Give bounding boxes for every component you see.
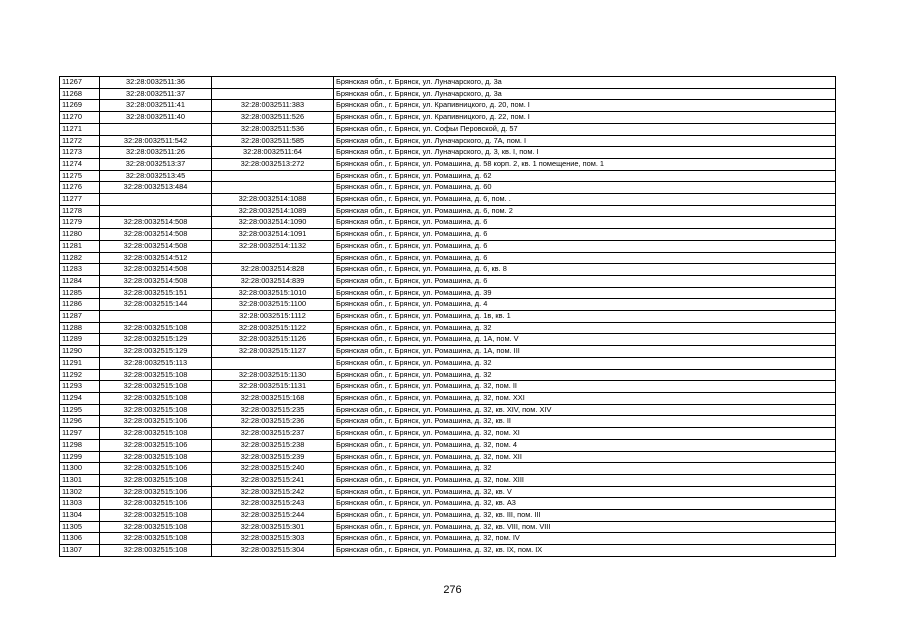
address-cell: Брянская обл., г. Брянск, ул. Ромашина, д. 58 корп. 2, кв. 1 помещение, пом. 1 [334, 158, 836, 170]
land-cadastral-number-cell: 32:28:0032515:129 [100, 334, 212, 346]
object-cadastral-number-cell: 32:28:0032515:168 [212, 392, 334, 404]
table-row [60, 182, 836, 194]
land-cadastral-number-cell: 32:28:0032511:40 [100, 112, 212, 124]
table-row [60, 275, 836, 287]
land-cadastral-number-cell: 32:28:0032515:108 [100, 545, 212, 557]
object-cadastral-number-cell: 32:28:0032515:301 [212, 521, 334, 533]
row-number-cell: 11275 [60, 170, 100, 182]
table-row [60, 428, 836, 440]
address-cell: Брянская обл., г. Брянск, ул. Ромашина, д. 6 [334, 252, 836, 264]
table-row [60, 357, 836, 369]
address-cell: Брянская обл., г. Брянск, ул. Луначарского, д. 3а [334, 77, 836, 89]
object-cadastral-number-cell: 32:28:0032514:839 [212, 275, 334, 287]
table-row [60, 311, 836, 323]
land-cadastral-number-cell: 32:28:0032513:37 [100, 158, 212, 170]
land-cadastral-number-cell: 32:28:0032515:106 [100, 486, 212, 498]
land-cadastral-number-cell: 32:28:0032515:113 [100, 357, 212, 369]
table-row [60, 463, 836, 475]
table-row [60, 474, 836, 486]
object-cadastral-number-cell: 32:28:0032515:1127 [212, 346, 334, 358]
land-cadastral-number-cell: 32:28:0032515:108 [100, 474, 212, 486]
land-cadastral-number-cell: 32:28:0032513:484 [100, 182, 212, 194]
row-number-cell: 11285 [60, 287, 100, 299]
land-cadastral-number-cell: 32:28:0032514:508 [100, 264, 212, 276]
land-cadastral-number-cell [100, 194, 212, 206]
land-cadastral-number-cell: 32:28:0032515:108 [100, 451, 212, 463]
table-row [60, 381, 836, 393]
address-cell: Брянская обл., г. Брянск, ул. Ромашина, д. 32, пом. II [334, 381, 836, 393]
table-row [60, 88, 836, 100]
address-cell: Брянская обл., г. Брянск, ул. Ромашина, д. 62 [334, 170, 836, 182]
row-number-cell: 11267 [60, 77, 100, 89]
object-cadastral-number-cell: 32:28:0032515:243 [212, 498, 334, 510]
address-cell: Брянская обл., г. Брянск, ул. Ромашина, д. 32, пом. XII [334, 451, 836, 463]
address-cell: Брянская обл., г. Брянск, ул. Ромашина, д. 6 [334, 240, 836, 252]
address-cell: Брянская обл., г. Брянск, ул. Крапивницкого, д. 20, пом. I [334, 100, 836, 112]
row-number-cell: 11305 [60, 521, 100, 533]
table-row [60, 416, 836, 428]
table-row [60, 439, 836, 451]
row-number-cell: 11296 [60, 416, 100, 428]
land-cadastral-number-cell: 32:28:0032515:106 [100, 498, 212, 510]
address-cell: Брянская обл., г. Брянск, ул. Ромашина, д. 6 [334, 229, 836, 241]
table-row [60, 287, 836, 299]
table-row [60, 533, 836, 545]
address-cell: Брянская обл., г. Брянск, ул. Ромашина, д. 32 [334, 322, 836, 334]
object-cadastral-number-cell [212, 357, 334, 369]
table-row [60, 135, 836, 147]
row-number-cell: 11300 [60, 463, 100, 475]
row-number-cell: 11302 [60, 486, 100, 498]
address-cell: Брянская обл., г. Брянск, ул. Ромашина, д. 32, пом. XXI [334, 392, 836, 404]
table-row [60, 123, 836, 135]
address-cell: Брянская обл., г. Брянск, ул. Ромашина, д. 32, пом. 4 [334, 439, 836, 451]
address-cell: Брянская обл., г. Брянск, ул. Ромашина, д. 1А, пом. III [334, 346, 836, 358]
address-cell: Брянская обл., г. Брянск, ул. Ромашина, д. 32, пом. IV [334, 533, 836, 545]
object-cadastral-number-cell: 32:28:0032515:235 [212, 404, 334, 416]
address-cell: Брянская обл., г. Брянск, ул. Ромашина, д. 60 [334, 182, 836, 194]
address-cell: Брянская обл., г. Брянск, ул. Ромашина, д. 32, пом. XI [334, 428, 836, 440]
land-cadastral-number-cell: 32:28:0032515:108 [100, 533, 212, 545]
row-number-cell: 11293 [60, 381, 100, 393]
land-cadastral-number-cell: 32:28:0032514:508 [100, 229, 212, 241]
land-cadastral-number-cell: 32:28:0032515:144 [100, 299, 212, 311]
object-cadastral-number-cell: 32:28:0032511:585 [212, 135, 334, 147]
object-cadastral-number-cell: 32:28:0032511:536 [212, 123, 334, 135]
land-cadastral-number-cell: 32:28:0032515:129 [100, 346, 212, 358]
row-number-cell: 11269 [60, 100, 100, 112]
row-number-cell: 11276 [60, 182, 100, 194]
address-cell: Брянская обл., г. Брянск, ул. Ромашина, д. 32, пом. XIII [334, 474, 836, 486]
row-number-cell: 11271 [60, 123, 100, 135]
land-cadastral-number-cell [100, 311, 212, 323]
row-number-cell: 11277 [60, 194, 100, 206]
table-row [60, 147, 836, 159]
row-number-cell: 11299 [60, 451, 100, 463]
table-row [60, 170, 836, 182]
object-cadastral-number-cell: 32:28:0032515:241 [212, 474, 334, 486]
address-cell: Брянская обл., г. Брянск, ул. Ромашина, д. 6, кв. 8 [334, 264, 836, 276]
row-number-cell: 11294 [60, 392, 100, 404]
row-number-cell: 11301 [60, 474, 100, 486]
land-cadastral-number-cell: 32:28:0032511:36 [100, 77, 212, 89]
row-number-cell: 11272 [60, 135, 100, 147]
table-row [60, 77, 836, 89]
table-row [60, 545, 836, 557]
row-number-cell: 11281 [60, 240, 100, 252]
object-cadastral-number-cell: 32:28:0032515:240 [212, 463, 334, 475]
land-cadastral-number-cell: 32:28:0032515:106 [100, 439, 212, 451]
row-number-cell: 11288 [60, 322, 100, 334]
table-row [60, 205, 836, 217]
table-row [60, 510, 836, 522]
row-number-cell: 11284 [60, 275, 100, 287]
object-cadastral-number-cell [212, 88, 334, 100]
land-cadastral-number-cell: 32:28:0032515:108 [100, 510, 212, 522]
object-cadastral-number-cell: 32:28:0032511:64 [212, 147, 334, 159]
object-cadastral-number-cell: 32:28:0032515:1131 [212, 381, 334, 393]
object-cadastral-number-cell: 32:28:0032515:1122 [212, 322, 334, 334]
land-cadastral-number-cell: 32:28:0032514:508 [100, 217, 212, 229]
address-cell: Брянская обл., г. Брянск, ул. Луначарского, д. 3, кв. I, пом. I [334, 147, 836, 159]
row-number-cell: 11297 [60, 428, 100, 440]
table-row [60, 240, 836, 252]
object-cadastral-number-cell: 32:28:0032515:304 [212, 545, 334, 557]
address-cell: Брянская обл., г. Брянск, ул. Ромашина, д. 32, кв. XIV, пом. XIV [334, 404, 836, 416]
table-row [60, 217, 836, 229]
table-row [60, 264, 836, 276]
address-cell: Брянская обл., г. Брянск, ул. Ромашина, д. 32 [334, 357, 836, 369]
table-row [60, 498, 836, 510]
land-cadastral-number-cell: 32:28:0032515:108 [100, 428, 212, 440]
row-number-cell: 11268 [60, 88, 100, 100]
address-cell: Брянская обл., г. Брянск, ул. Ромашина, д. 32, кв. А3 [334, 498, 836, 510]
object-cadastral-number-cell: 32:28:0032514:1088 [212, 194, 334, 206]
land-cadastral-number-cell: 32:28:0032515:151 [100, 287, 212, 299]
row-number-cell: 11295 [60, 404, 100, 416]
address-cell: Брянская обл., г. Брянск, ул. Ромашина, д. 32, кв. III, пом. III [334, 510, 836, 522]
land-cadastral-number-cell: 32:28:0032515:106 [100, 416, 212, 428]
address-cell: Брянская обл., г. Брянск, ул. Ромашина, д. 6 [334, 275, 836, 287]
registry-table [59, 76, 836, 557]
table-row [60, 334, 836, 346]
land-cadastral-number-cell [100, 205, 212, 217]
address-cell: Брянская обл., г. Брянск, ул. Ромашина, д. 1А, пом. V [334, 334, 836, 346]
row-number-cell: 11304 [60, 510, 100, 522]
address-cell: Брянская обл., г. Брянск, ул. Ромашина, д. 39 [334, 287, 836, 299]
object-cadastral-number-cell: 32:28:0032515:244 [212, 510, 334, 522]
row-number-cell: 11282 [60, 252, 100, 264]
address-cell: Брянская обл., г. Брянск, ул. Ромашина, д. 32, кв. VIII, пом. VIII [334, 521, 836, 533]
land-cadastral-number-cell: 32:28:0032515:108 [100, 369, 212, 381]
table-row [60, 486, 836, 498]
table-row [60, 229, 836, 241]
table-row [60, 299, 836, 311]
address-cell: Брянская обл., г. Брянск, ул. Софьи Перовской, д. 57 [334, 123, 836, 135]
land-cadastral-number-cell: 32:28:0032514:508 [100, 275, 212, 287]
table-row [60, 100, 836, 112]
address-cell: Брянская обл., г. Брянск, ул. Ромашина, д. 32 [334, 463, 836, 475]
land-cadastral-number-cell: 32:28:0032511:41 [100, 100, 212, 112]
row-number-cell: 11279 [60, 217, 100, 229]
row-number-cell: 11274 [60, 158, 100, 170]
row-number-cell: 11287 [60, 311, 100, 323]
land-cadastral-number-cell: 32:28:0032511:26 [100, 147, 212, 159]
land-cadastral-number-cell: 32:28:0032515:108 [100, 521, 212, 533]
row-number-cell: 11286 [60, 299, 100, 311]
row-number-cell: 11303 [60, 498, 100, 510]
table-row [60, 322, 836, 334]
object-cadastral-number-cell: 32:28:0032513:272 [212, 158, 334, 170]
registry-table-body [60, 77, 836, 557]
land-cadastral-number-cell: 32:28:0032511:542 [100, 135, 212, 147]
address-cell: Брянская обл., г. Брянск, ул. Ромашина, д. 32 [334, 369, 836, 381]
row-number-cell: 11283 [60, 264, 100, 276]
object-cadastral-number-cell: 32:28:0032515:303 [212, 533, 334, 545]
table-row [60, 346, 836, 358]
object-cadastral-number-cell: 32:28:0032515:1100 [212, 299, 334, 311]
land-cadastral-number-cell: 32:28:0032515:108 [100, 322, 212, 334]
address-cell: Брянская обл., г. Брянск, ул. Ромашина, д. 32, кв. IX, пом. IX [334, 545, 836, 557]
table-row [60, 252, 836, 264]
object-cadastral-number-cell [212, 252, 334, 264]
object-cadastral-number-cell [212, 170, 334, 182]
land-cadastral-number-cell [100, 123, 212, 135]
object-cadastral-number-cell: 32:28:0032514:1132 [212, 240, 334, 252]
row-number-cell: 11298 [60, 439, 100, 451]
row-number-cell: 11289 [60, 334, 100, 346]
object-cadastral-number-cell: 32:28:0032515:1112 [212, 311, 334, 323]
table-row [60, 404, 836, 416]
object-cadastral-number-cell: 32:28:0032511:383 [212, 100, 334, 112]
row-number-cell: 11280 [60, 229, 100, 241]
row-number-cell: 11270 [60, 112, 100, 124]
object-cadastral-number-cell [212, 77, 334, 89]
address-cell: Брянская обл., г. Брянск, ул. Ромашина, д. 6 [334, 217, 836, 229]
object-cadastral-number-cell: 32:28:0032515:236 [212, 416, 334, 428]
row-number-cell: 11290 [60, 346, 100, 358]
address-cell: Брянская обл., г. Брянск, ул. Луначарского, д. 7А, пом. I [334, 135, 836, 147]
table-row [60, 194, 836, 206]
land-cadastral-number-cell: 32:28:0032515:106 [100, 463, 212, 475]
address-cell: Брянская обл., г. Брянск, ул. Ромашина, д. 32, кв. V [334, 486, 836, 498]
land-cadastral-number-cell: 32:28:0032514:508 [100, 240, 212, 252]
address-cell: Брянская обл., г. Брянск, ул. Ромашина, д. 4 [334, 299, 836, 311]
object-cadastral-number-cell: 32:28:0032515:238 [212, 439, 334, 451]
land-cadastral-number-cell: 32:28:0032513:45 [100, 170, 212, 182]
object-cadastral-number-cell: 32:28:0032511:526 [212, 112, 334, 124]
page-number: 276 [443, 584, 462, 596]
table-row [60, 112, 836, 124]
land-cadastral-number-cell: 32:28:0032511:37 [100, 88, 212, 100]
table-row [60, 158, 836, 170]
object-cadastral-number-cell: 32:28:0032515:237 [212, 428, 334, 440]
address-cell: Брянская обл., г. Брянск, ул. Ромашина, д. 6, пом. . [334, 194, 836, 206]
row-number-cell: 11292 [60, 369, 100, 381]
address-cell: Брянская обл., г. Брянск, ул. Ромашина, д. 32, кв. II [334, 416, 836, 428]
row-number-cell: 11307 [60, 545, 100, 557]
address-cell: Брянская обл., г. Брянск, ул. Крапивницкого, д. 22, пом. I [334, 112, 836, 124]
land-cadastral-number-cell: 32:28:0032514:512 [100, 252, 212, 264]
object-cadastral-number-cell: 32:28:0032514:1091 [212, 229, 334, 241]
address-cell: Брянская обл., г. Брянск, ул. Ромашина, д. 6, пом. 2 [334, 205, 836, 217]
address-cell: Брянская обл., г. Брянск, ул. Ромашина, д. 1в, кв. 1 [334, 311, 836, 323]
land-cadastral-number-cell: 32:28:0032515:108 [100, 404, 212, 416]
object-cadastral-number-cell: 32:28:0032514:1089 [212, 205, 334, 217]
row-number-cell: 11291 [60, 357, 100, 369]
land-cadastral-number-cell: 32:28:0032515:108 [100, 392, 212, 404]
object-cadastral-number-cell: 32:28:0032515:239 [212, 451, 334, 463]
table-row [60, 392, 836, 404]
row-number-cell: 11306 [60, 533, 100, 545]
object-cadastral-number-cell: 32:28:0032515:242 [212, 486, 334, 498]
table-row [60, 521, 836, 533]
land-cadastral-number-cell: 32:28:0032515:108 [100, 381, 212, 393]
object-cadastral-number-cell: 32:28:0032515:1010 [212, 287, 334, 299]
object-cadastral-number-cell: 32:28:0032515:1126 [212, 334, 334, 346]
table-row [60, 451, 836, 463]
object-cadastral-number-cell: 32:28:0032514:1090 [212, 217, 334, 229]
table-row [60, 369, 836, 381]
row-number-cell: 11273 [60, 147, 100, 159]
object-cadastral-number-cell: 32:28:0032514:828 [212, 264, 334, 276]
address-cell: Брянская обл., г. Брянск, ул. Луначарского, д. 3а [334, 88, 836, 100]
object-cadastral-number-cell: 32:28:0032515:1130 [212, 369, 334, 381]
object-cadastral-number-cell [212, 182, 334, 194]
row-number-cell: 11278 [60, 205, 100, 217]
